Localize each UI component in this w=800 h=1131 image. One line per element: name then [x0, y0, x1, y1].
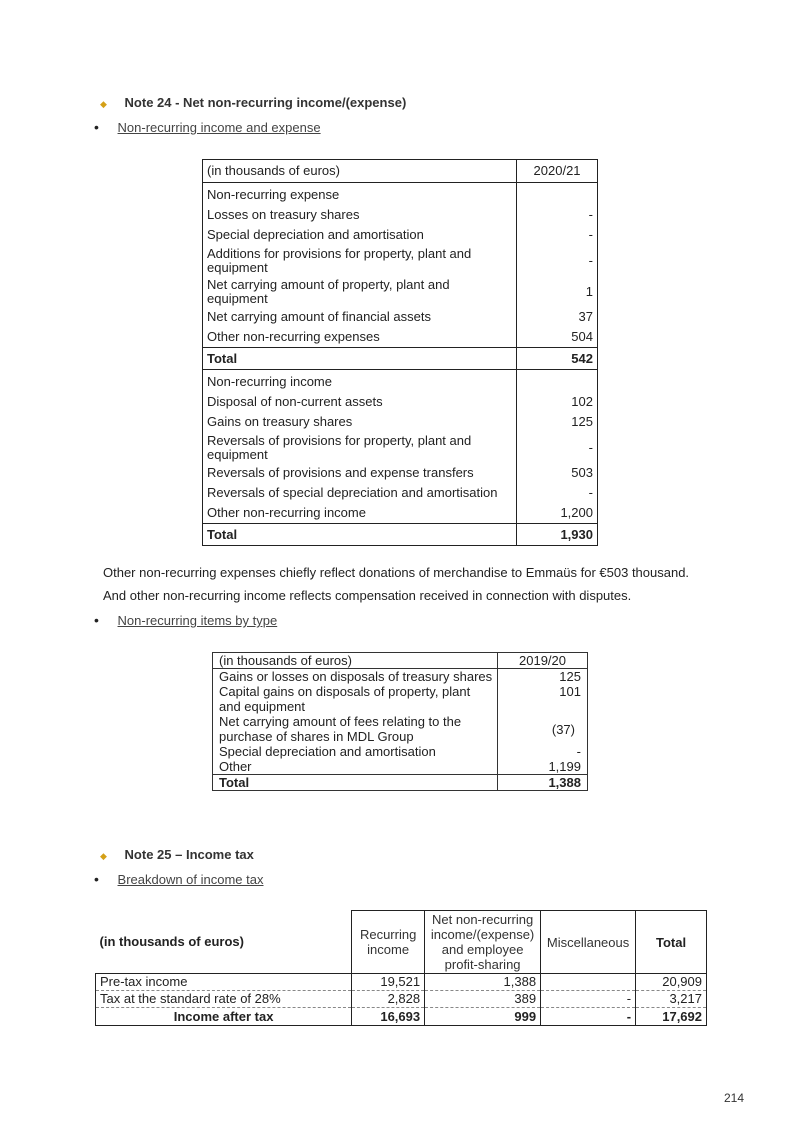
row-label: Net carrying amount of property, plant and equipment: [203, 276, 517, 307]
total-label: Total: [203, 348, 517, 370]
table-row: [203, 463, 598, 483]
total-row: [96, 1008, 707, 1026]
row-label: Gains on treasury shares: [203, 412, 517, 432]
round-bullet-icon: •: [94, 119, 99, 135]
row-label: Other: [213, 759, 498, 775]
row-label: Capital gains on disposals of property, plant and equipment: [219, 684, 471, 714]
total-row: [213, 775, 588, 791]
sub1-link[interactable]: Non-recurring income and expense: [117, 120, 321, 135]
row-value: 125: [517, 412, 598, 432]
table-row: [203, 205, 598, 225]
row-value: (37): [498, 714, 588, 744]
non-recurring-table: [202, 159, 598, 546]
row-value: -: [517, 205, 598, 225]
row-c2: 1,388: [425, 974, 541, 991]
note25-heading: [100, 847, 254, 862]
non-recurring-by-type-table: [212, 652, 588, 791]
row-c3: [541, 974, 636, 991]
table-row: [203, 412, 598, 432]
row-value: 125: [498, 669, 588, 685]
paragraph-1: Other non-recurring expenses chiefly reflect donations of merchandise to Emmaüs for €503 thousand.: [103, 565, 690, 580]
row-label: Reversals of provisions for property, plant and equipment: [203, 432, 517, 463]
round-bullet-icon: •: [94, 871, 99, 887]
round-bullet-icon: •: [94, 612, 99, 628]
row-c1: 19,521: [352, 974, 425, 991]
header-year: 2020/21: [517, 160, 598, 183]
row-value: 1,199: [498, 759, 588, 775]
total-row: [203, 524, 598, 546]
row-value: 503: [517, 463, 598, 483]
row-c3: -: [541, 991, 636, 1008]
row-label-cell: [213, 684, 498, 714]
row-label: Special depreciation and amortisation: [203, 225, 517, 245]
row-label: Additions for provisions for property, plant and equipment: [203, 245, 517, 276]
table-row: [203, 276, 598, 307]
row-value: 504: [517, 327, 598, 348]
income-tax-table: [95, 910, 707, 1026]
row-value: 102: [517, 392, 598, 412]
table-row: [203, 327, 598, 348]
row-c4: 20,909: [636, 974, 707, 991]
diamond-bullet-icon: ◆: [100, 851, 107, 861]
total-value: 1,388: [498, 775, 588, 791]
total-c4: 17,692: [636, 1008, 707, 1026]
table-header-row: [213, 653, 588, 669]
row-label: Other non-recurring expenses: [203, 327, 517, 348]
table-row: [96, 974, 707, 991]
note24-heading: [100, 95, 406, 110]
table-header-row: [203, 160, 598, 183]
total-value: 542: [517, 348, 598, 370]
table-row: [213, 714, 588, 744]
header-col3: Miscellaneous: [541, 911, 636, 974]
row-value: -: [517, 483, 598, 503]
row-value: -: [517, 432, 598, 463]
header-col1: Recurring income: [352, 911, 425, 974]
note24-sub1: [94, 119, 321, 135]
paragraph-2: And other non-recurring income reflects compensation received in connection with disputes.: [103, 588, 632, 603]
row-value: 1,200: [517, 503, 598, 524]
table-row: [96, 991, 707, 1008]
row-value: -: [517, 245, 598, 276]
row-label: Gains or losses on disposals of treasury shares: [213, 669, 498, 685]
row-label: Tax at the standard rate of 28%: [96, 991, 352, 1008]
row-label: Losses on treasury shares: [203, 205, 517, 225]
row-value: 1: [517, 276, 598, 307]
total-label: Total: [213, 775, 498, 791]
table-row: [213, 759, 588, 775]
row-label: Disposal of non-current assets: [203, 392, 517, 412]
header-col4: Total: [636, 911, 707, 974]
total-label: Income after tax: [96, 1008, 352, 1026]
total-c3: -: [541, 1008, 636, 1026]
sub3-link[interactable]: Breakdown of income tax: [117, 872, 264, 887]
note25-sub1: [94, 871, 264, 887]
note25-title: Note 25 – Income tax: [124, 847, 254, 862]
table-row: [203, 483, 598, 503]
row-value: -: [498, 744, 588, 759]
page-number: 214: [724, 1091, 745, 1105]
section-row: [203, 183, 598, 206]
total-label: Total: [203, 524, 517, 546]
sub2-link[interactable]: Non-recurring items by type: [117, 613, 278, 628]
header-label: (in thousands of euros): [213, 653, 498, 669]
note24-sub2: [94, 612, 277, 628]
header-label: (in thousands of euros): [99, 934, 244, 950]
row-label: Net carrying amount of fees relating to the purchase of shares in MDL Group: [213, 714, 498, 744]
row-c1: 2,828: [352, 991, 425, 1008]
row-label: Reversals of provisions and expense transfers: [203, 463, 517, 483]
row-c2: 389: [425, 991, 541, 1008]
expense-title: Non-recurring expense: [203, 183, 517, 206]
total-c2: 999: [425, 1008, 541, 1026]
row-value: 37: [517, 307, 598, 327]
row-label: Other non-recurring income: [203, 503, 517, 524]
row-label: Pre-tax income: [96, 974, 352, 991]
table-row: [203, 307, 598, 327]
table-row: [203, 245, 598, 276]
table-row: [203, 225, 598, 245]
section-row: [203, 370, 598, 393]
row-value: 101: [498, 684, 588, 714]
total-value: 1,930: [517, 524, 598, 546]
table-row: [203, 432, 598, 463]
table-row: [203, 392, 598, 412]
total-row: [203, 348, 598, 370]
header-col2: Net non-recurring income/(expense) and employee profit-sharing: [425, 911, 541, 974]
note24-title: Note 24 - Net non-recurring income/(expense): [124, 95, 407, 110]
table-row: [213, 684, 588, 714]
row-label: Net carrying amount of financial assets: [203, 307, 517, 327]
row-c4: 3,217: [636, 991, 707, 1008]
table-row: [213, 669, 588, 685]
diamond-bullet-icon: ◆: [100, 99, 107, 109]
table-row: [203, 503, 598, 524]
header-year: 2019/20: [498, 653, 588, 669]
table-header-row: [96, 911, 707, 974]
row-label: Special depreciation and amortisation: [213, 744, 498, 759]
total-c1: 16,693: [352, 1008, 425, 1026]
row-value: -: [517, 225, 598, 245]
income-title: Non-recurring income: [203, 370, 517, 393]
row-label: Reversals of special depreciation and amortisation: [203, 483, 517, 503]
table-row: [213, 744, 588, 759]
header-label: (in thousands of euros): [203, 160, 517, 183]
